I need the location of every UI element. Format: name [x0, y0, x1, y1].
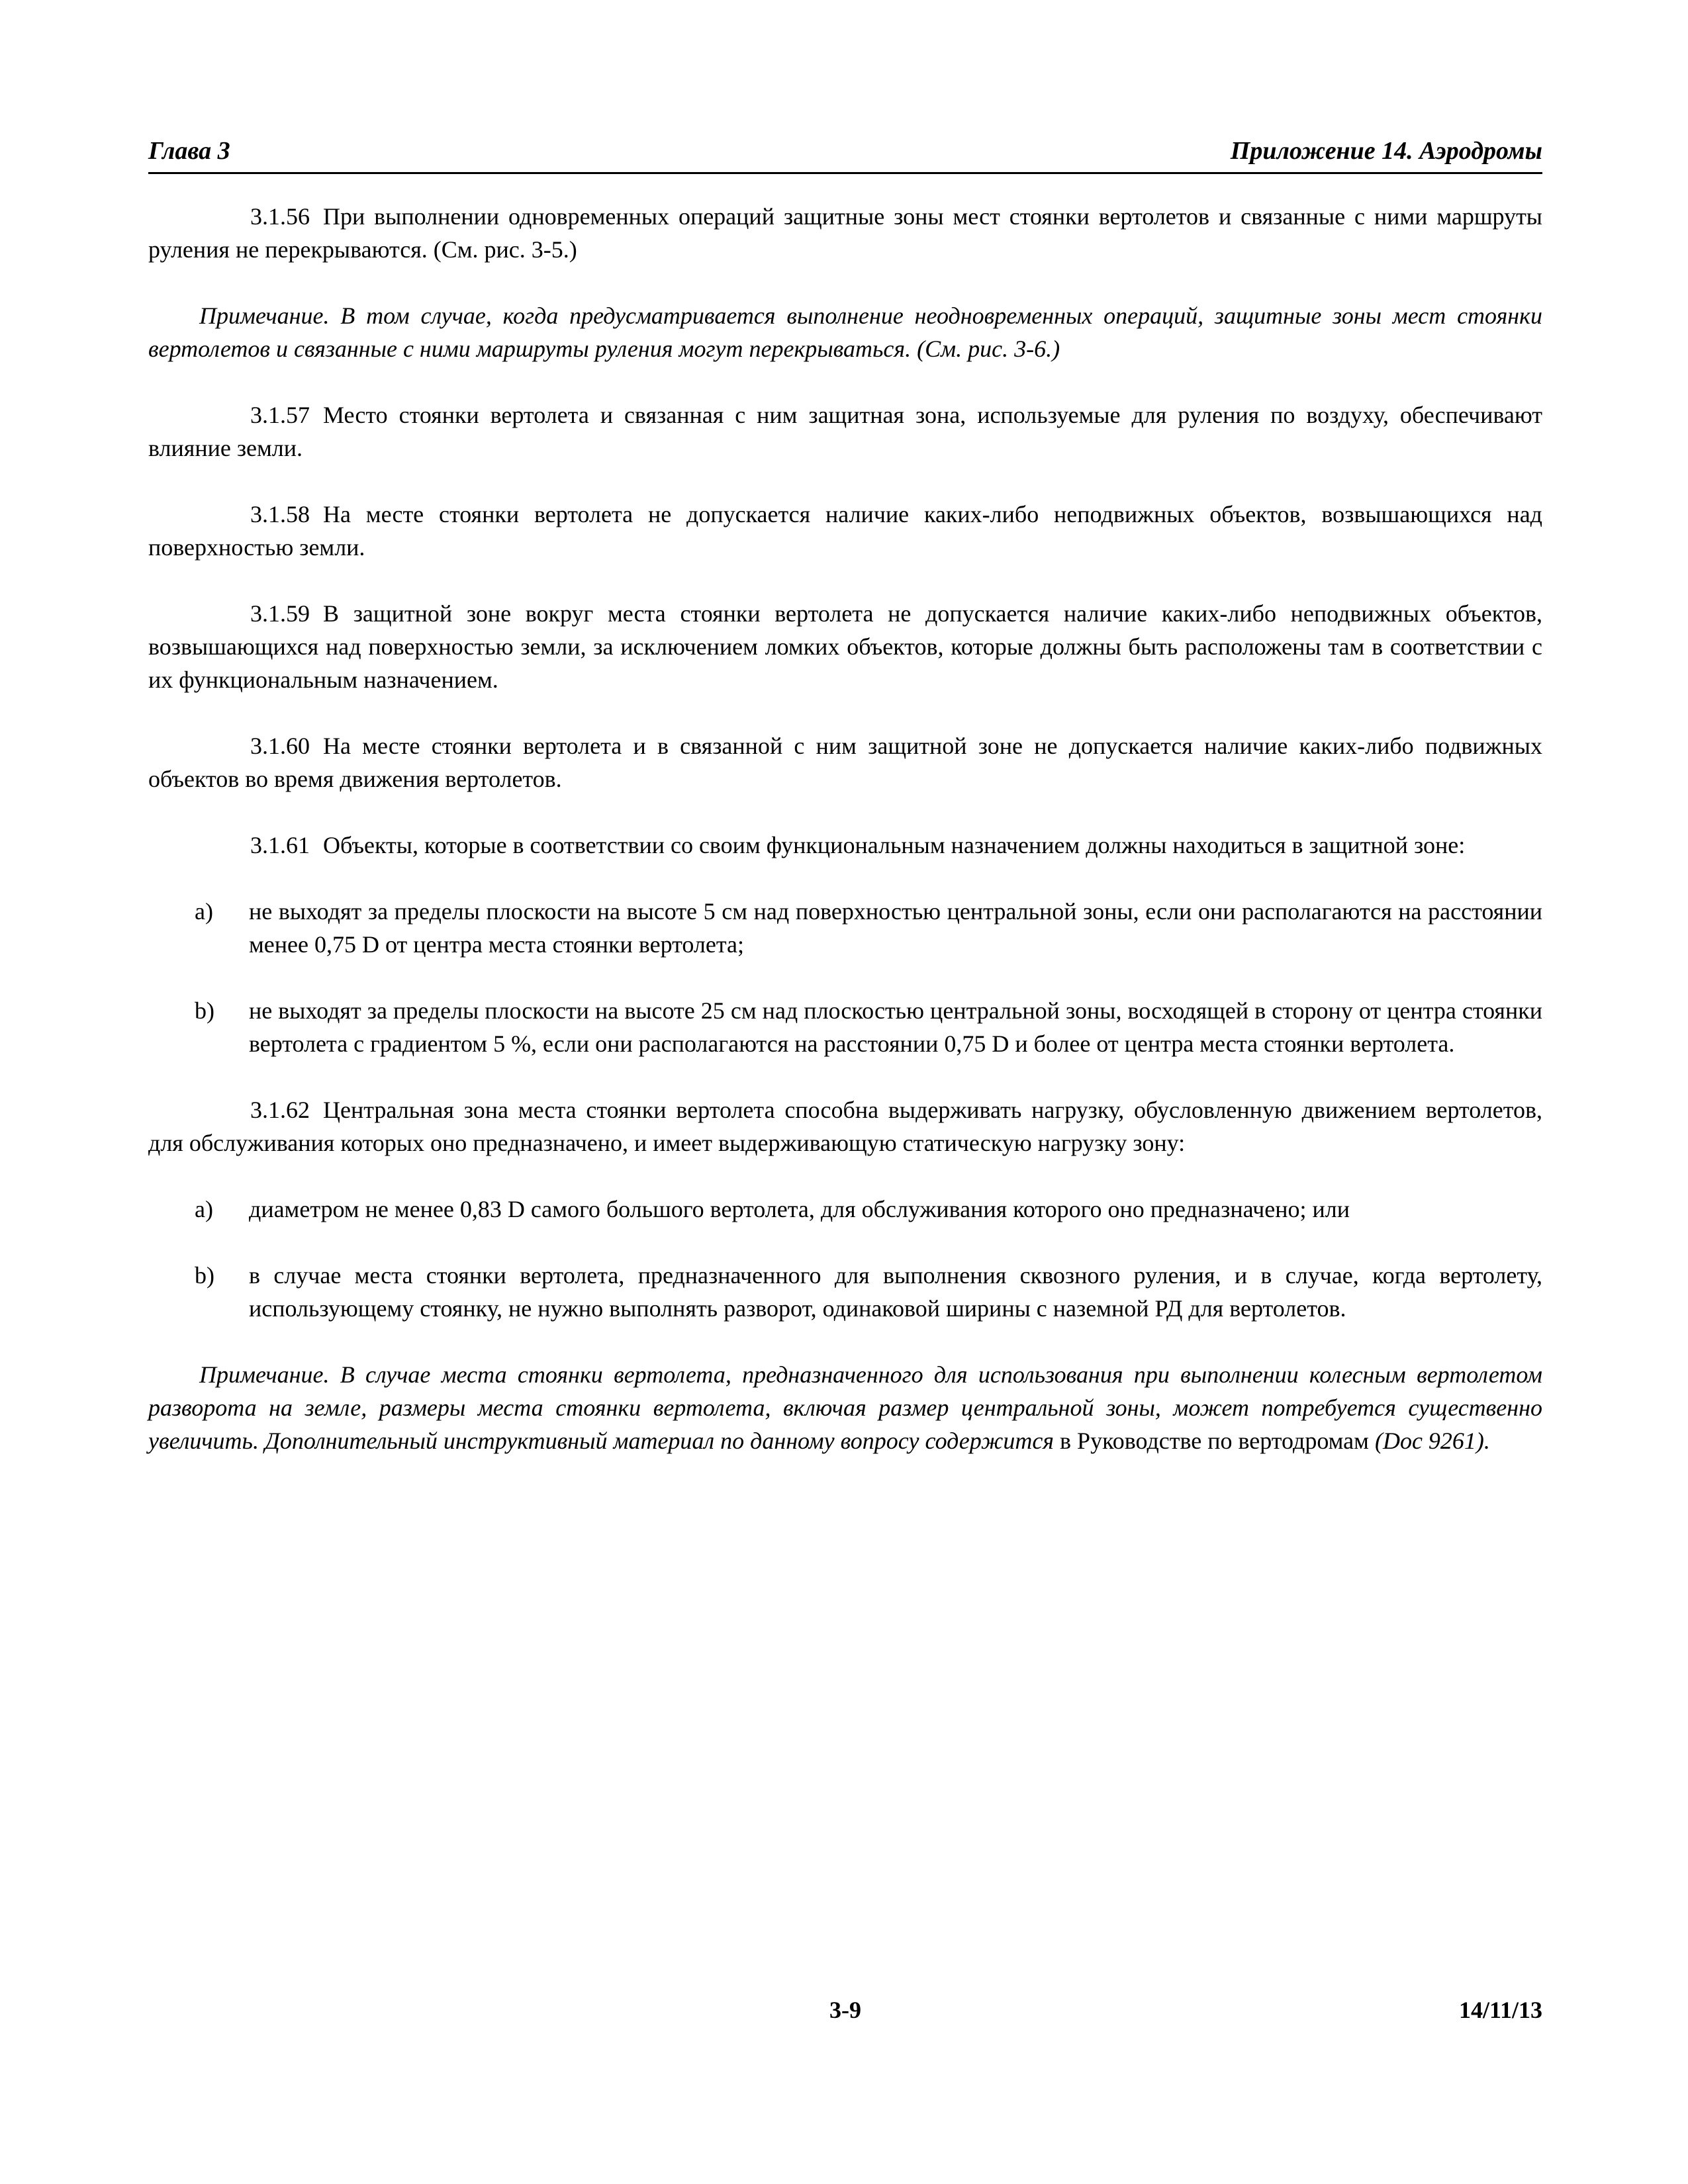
- doc-reference: (Doc 9261).: [1374, 1428, 1490, 1454]
- note-text: Примечание. В том случае, когда предусматривается выполнение неодновременных операций, защитные зоны мест стоянки вертолетов и связанные с ними маршруты руления могут перекрываться. (См. рис. 3-6.): [148, 302, 1542, 362]
- paragraph-number: 3.1.62: [250, 1097, 310, 1123]
- list-marker: b): [195, 997, 214, 1024]
- list-item-text: не выходят за пределы плоскости на высоте 5 см над поверхностью центральной зоны, если они располагаются на расстоянии менее 0,75 D от центра места стоянки вертолета;: [249, 898, 1542, 958]
- list-item-text: диаметром не менее 0,83 D самого большого вертолета, для обслуживания которого оно предназначено; или: [249, 1196, 1350, 1222]
- list-item-3-1-61-a: [148, 895, 1542, 961]
- paragraph-3-1-59: [148, 597, 1542, 696]
- paragraph-3-1-58: [148, 498, 1542, 564]
- paragraph-number: 3.1.60: [250, 733, 310, 759]
- page-body: [148, 200, 1542, 1490]
- page-header: [148, 130, 1542, 174]
- chapter-title: Глава 3: [148, 137, 230, 165]
- paragraph-text: При выполнении одновременных операций защитные зоны мест стоянки вертолетов и связанные с ними маршруты руления не перекрываются. (См. рис. 3-5.): [148, 203, 1542, 263]
- paragraph-number: 3.1.58: [250, 501, 310, 527]
- manual-reference: в Руководстве по вертодромам: [1054, 1428, 1375, 1454]
- paragraph-3-1-61: [148, 829, 1542, 862]
- paragraph-number: 3.1.61: [250, 832, 310, 858]
- paragraph-number: 3.1.57: [250, 402, 310, 428]
- list-marker: a): [195, 898, 213, 925]
- page-number: 3-9: [829, 1997, 861, 2023]
- list-item-3-1-61-b: [148, 994, 1542, 1060]
- list-item-3-1-62-a: [148, 1193, 1542, 1226]
- paragraph-3-1-56: [148, 200, 1542, 266]
- list-marker: b): [195, 1262, 214, 1289]
- note-non-simultaneous: [148, 299, 1542, 365]
- paragraph-text: На месте стоянки вертолета не допускается наличие каких-либо неподвижных объектов, возвышающихся над поверхностью земли.: [148, 501, 1542, 561]
- note-text-italic: Примечание. В случае места стоянки вертолета, предназначенного для использования при выполнении колесным вертолетом разворота на земле, размеры места стоянки вертолета, включая размер центральной зоны, может потребуется существенно увеличить. Дополнительный инструктивный материал по данному вопросу содержится: [148, 1361, 1542, 1454]
- page-footer: [148, 1993, 1542, 2026]
- note-wheeled-helicopter: [148, 1358, 1542, 1457]
- paragraph-3-1-62: [148, 1093, 1542, 1160]
- paragraph-3-1-57: [148, 398, 1542, 465]
- paragraph-text: На месте стоянки вертолета и в связанной с ним защитной зоне не допускается наличие каких-либо подвижных объектов во время движения вертолетов.: [148, 733, 1542, 792]
- paragraph-number: 3.1.56: [250, 203, 310, 230]
- paragraph-3-1-60: [148, 729, 1542, 796]
- revision-date: 14/11/13: [1458, 1997, 1542, 2023]
- paragraph-text: Место стоянки вертолета и связанная с ним защитная зона, используемые для руления по воздуху, обеспечивают влияние земли.: [148, 402, 1542, 461]
- paragraph-text: Объекты, которые в соответствии со своим функциональным назначением должны находиться в защитной зоне:: [323, 832, 1466, 858]
- paragraph-number: 3.1.59: [250, 600, 310, 627]
- list-marker: a): [195, 1196, 213, 1222]
- list-item-text: не выходят за пределы плоскости на высоте 25 см над плоскостью центральной зоны, восходящей в сторону от центра стоянки вертолета с градиентом 5 %, если они располагаются на расстоянии 0,75 D и более от центра места стоянки вертолета.: [249, 997, 1542, 1057]
- paragraph-text: В защитной зоне вокруг места стоянки вертолета не допускается наличие каких-либо неподвижных объектов, возвышающихся над поверхностью земли, за исключением ломких объектов, которые должны быть расположены там в соответствии с их функциональным назначением.: [148, 600, 1542, 693]
- list-item-text: в случае места стоянки вертолета, предназначенного для выполнения сквозного руления, и в случае, когда вертолету, использующему стоянку, не нужно выполнять разворот, одинаковой ширины с наземной РД для вертолетов.: [249, 1262, 1542, 1322]
- list-item-3-1-62-b: [148, 1259, 1542, 1325]
- annex-title: Приложение 14. Аэродромы: [1230, 137, 1542, 165]
- paragraph-text: Центральная зона места стоянки вертолета способна выдерживать нагрузку, обусловленную движением вертолетов, для обслуживания которых оно предназначено, и имеет выдерживающую статическую нагрузку зону:: [148, 1097, 1542, 1156]
